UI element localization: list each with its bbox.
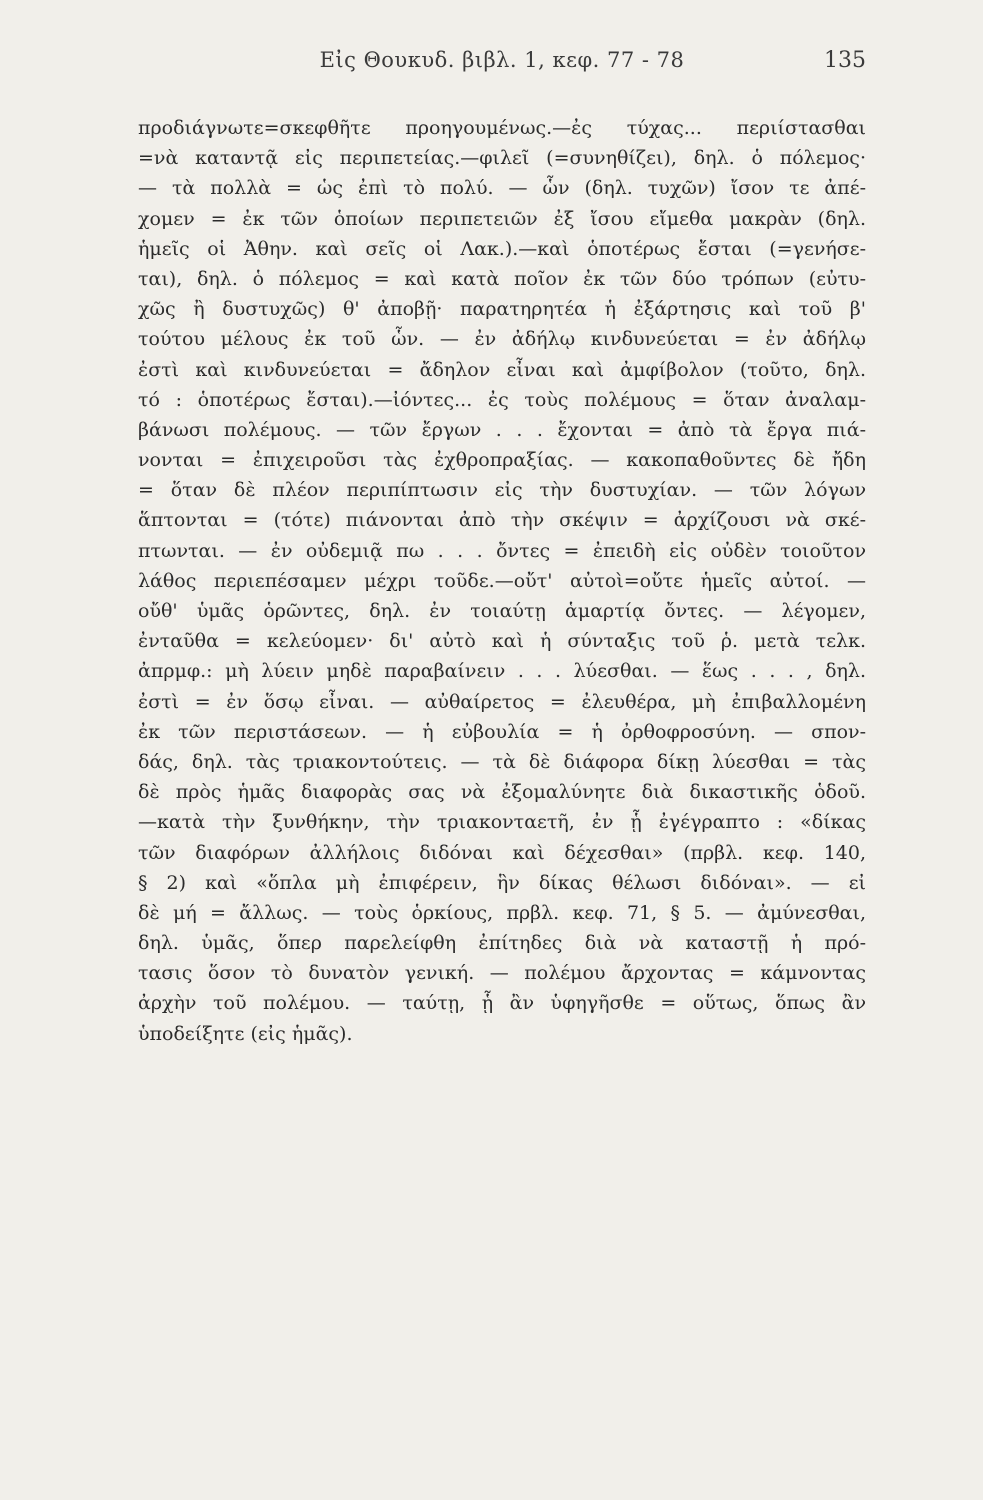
text-line: =νὰ καταντᾷ εἰς περιπετείας.—φιλεῖ (=συνηθίζει), δηλ. ὁ πόλεμος· [138,147,866,170]
text-line: ἐστὶ = ἐν ὅσῳ εἶναι. — αὐθαίρετος = ἐλευθέρα, μὴ ἐπιβαλλομένη [138,690,866,713]
text-line: τό : ὁποτέρως ἔσται).—ἰόντες... ἐς τοὺς πολέμους = ὅταν ἀναλαμ- [138,388,866,411]
text-line: χῶς ἢ δυστυχῶς) θ' ἀποβῇ· παρατηρητέα ἡ ἐξάρτησις καὶ τοῦ β' [138,298,866,321]
text-line: ἀπρμφ.: μὴ λύειν μηδὲ παραβαίνειν . . . λύεσθαι. — ἕως . . . , δηλ. [138,660,866,683]
text-line: ἡμεῖς οἱ Ἀθην. καὶ σεῖς οἱ Λακ.).—καὶ ὁποτέρως ἔσται (=γενήσε- [138,237,866,260]
text-line: δάς, δηλ. τὰς τριακοντούτεις. — τὰ δὲ διάφορα δίκῃ λύεσθαι = τὰς [138,750,866,773]
body-text [138,113,866,1049]
text-line: —κατὰ τὴν ξυνθήκην, τὴν τριακονταετῆ, ἐν ᾗ ἐγέγραπτο : «δίκας [138,811,866,834]
text-line: χομεν = ἐκ τῶν ὁποίων περιπετειῶν ἐξ ἴσου εἴμεθα μακρὰν (δηλ. [138,207,866,230]
text-line: ἐκ τῶν περιστάσεων. — ἡ εὐβουλία = ἡ ὀρθοφροσύνη. — σπον- [138,720,866,743]
text-line: βάνωσι πολέμους. — τῶν ἔργων . . . ἔχονται = ἀπὸ τὰ ἔργα πιά- [138,418,866,441]
text-line: ἐνταῦθα = κελεύομεν· δι' αὐτὸ καὶ ἡ σύνταξις τοῦ ῥ. μετὰ τελκ. [138,630,866,653]
running-head: Εἰς Θουκυδ. βιβλ. 1, κεφ. 77 - 78 [319,48,685,72]
text-line: τασις ὅσον τὸ δυνατὸν γενική. — πολέμου ἄρχοντας = κάμνοντας [138,962,866,985]
page-header [138,48,866,78]
text-line: δὲ μή = ἄλλως. — τοὺς ὁρκίους, πρβλ. κεφ. 71, § 5. — ἀμύνεσθαι, [138,901,866,924]
text-line: τῶν διαφόρων ἀλλήλοις διδόναι καὶ δέχεσθαι» (πρβλ. κεφ. 140, [138,841,866,864]
text-line: = ὅταν δὲ πλέον περιπίπτωσιν εἰς τὴν δυστυχίαν. — τῶν λόγων [138,479,866,502]
text-line: ἀρχὴν τοῦ πολέμου. — ταύτῃ, ᾗ ἂν ὑφηγῆσθε = οὕτως, ὅπως ἂν [138,992,866,1015]
text-line: λάθος περιεπέσαμεν μέχρι τοῦδε.—οὔτ' αὐτοὶ=οὔτε ἡμεῖς αὐτοί. — [138,569,866,592]
text-line: δὲ πρὸς ἡμᾶς διαφορὰς σας νὰ ἐξομαλύνητε διὰ δικαστικῆς ὁδοῦ. [138,781,866,804]
text-line: ται), δηλ. ὁ πόλεμος = καὶ κατὰ ποῖον ἐκ τῶν δύο τρόπων (εὐτυ- [138,267,866,290]
text-line: δηλ. ὑμᾶς, ὅπερ παρελείφθη ἐπίτηδες διὰ νὰ καταστῇ ἡ πρό- [138,932,866,955]
text-line: τούτου μέλους ἐκ τοῦ ὧν. — ἐν ἀδήλῳ κινδυνεύεται = ἐν ἀδήλῳ [138,328,866,351]
text-line: πτωνται. — ἐν οὐδεμιᾷ πω . . . ὄντες = ἐπειδὴ εἰς οὐδὲν τοιοῦτον [138,539,866,562]
text-line: ἅπτονται = (τότε) πιάνονται ἀπὸ τὴν σκέψιν = ἀρχίζουσι νὰ σκέ- [138,509,866,532]
text-line: προδιάγνωτε=σκεφθῆτε προηγουμένως.—ἐς τύχας... περιίστασθαι [138,117,866,139]
text-line: οὔθ' ὑμᾶς ὁρῶντες, δηλ. ἐν τοιαύτῃ ἁμαρτίᾳ ὄντες. — λέγομεν, [138,600,866,622]
text-line: νονται = ἐπιχειροῦσι τὰς ἐχθροπραξίας. — κακοπαθοῦντες δὲ ἤδη [138,449,866,472]
text-line: § 2) καὶ «ὅπλα μὴ ἐπιφέρειν, ἣν δίκας θέλωσι διδόναι». — εἰ [138,871,866,894]
text-line: — τὰ πολλὰ = ὡς ἐπὶ τὸ πολύ. — ὧν (δηλ. τυχῶν) ἴσον τε ἀπέ- [138,177,866,200]
page-number: 135 [824,48,866,73]
text-line: ἐστὶ καὶ κινδυνεύεται = ἄδηλον εἶναι καὶ ἀμφίβολον (τοῦτο, δηλ. [138,358,866,381]
text-line-last: ὑποδείξητε (εἰς ἡμᾶς). [138,1022,353,1045]
